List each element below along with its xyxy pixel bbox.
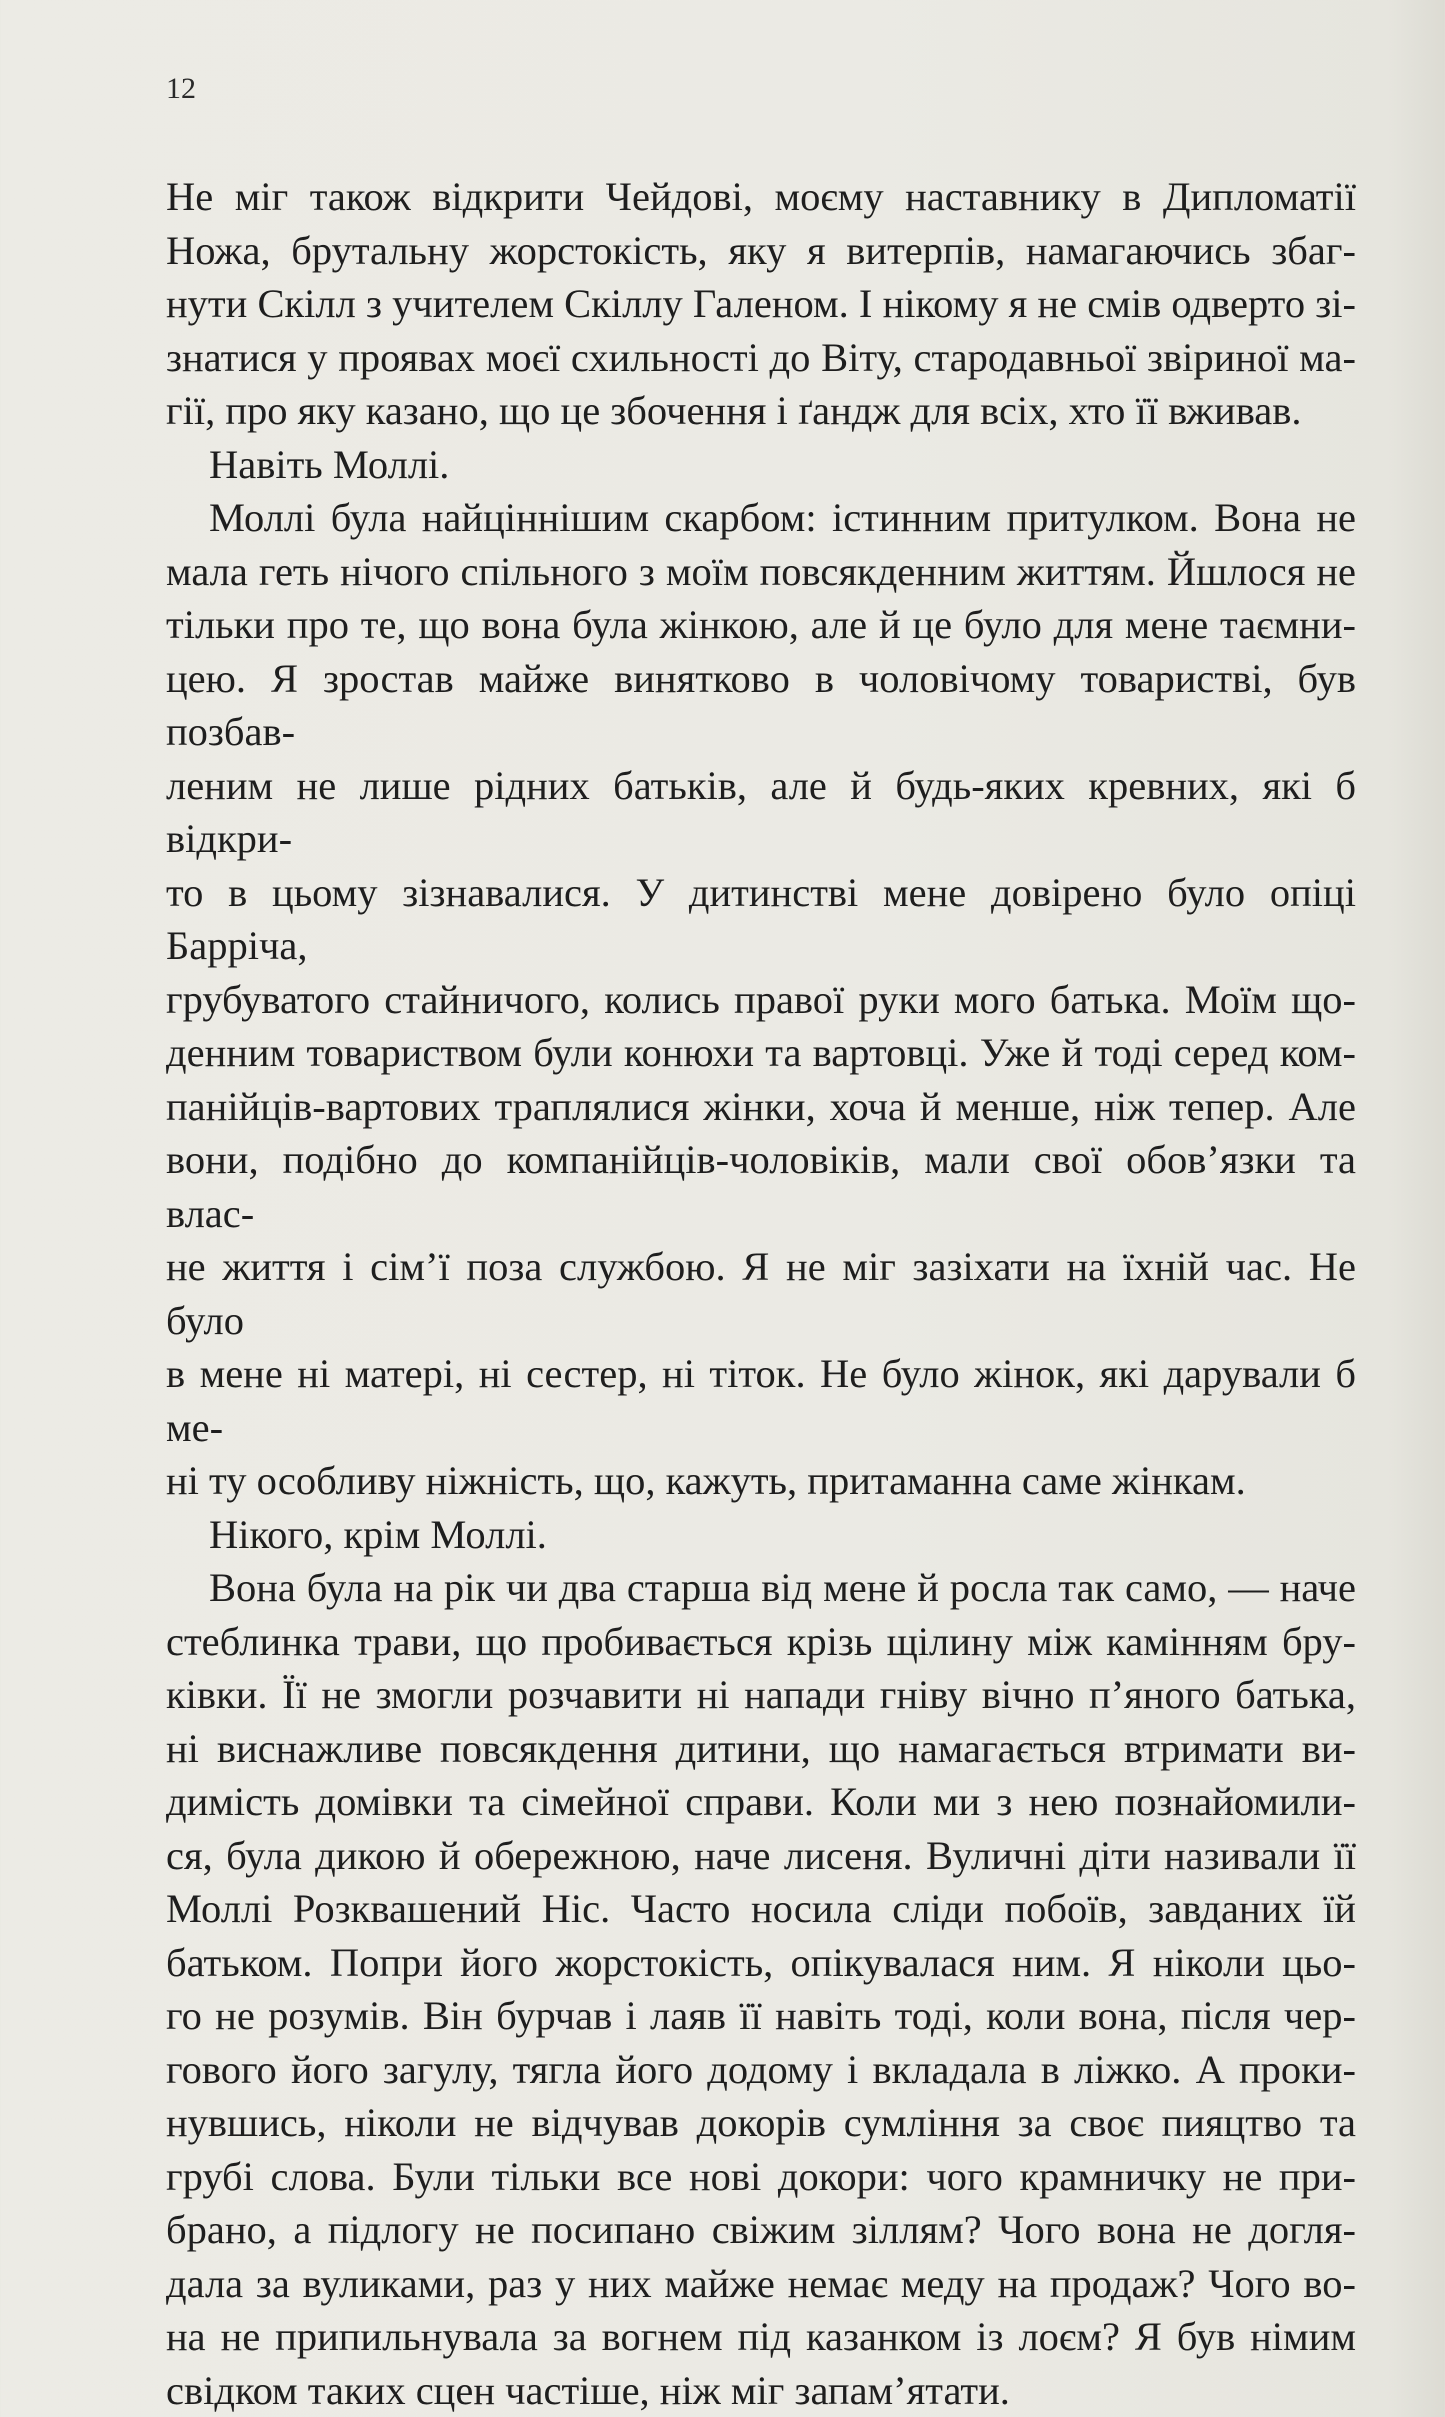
page-number: 12 xyxy=(166,72,196,106)
text-line: нувшись, ніколи не відчував докорів сумління за своє пияцтво та xyxy=(166,2096,1356,2150)
text-line: грубі слова. Були тільки все нові докори: чого крамничку не при- xyxy=(166,2150,1356,2204)
text-line: ся, була дикою й обережною, наче лисеня. Вуличні діти називали її xyxy=(166,1829,1356,1883)
text-line: то в цьому зізнавалися. У дитинстві мене довірено було опіці Барріча, xyxy=(166,866,1356,973)
text-line: цею. Я зростав майже винятково в чоловічому товаристві, був позбав- xyxy=(166,652,1356,759)
text-line: нути Скілл з учителем Скіллу Галеном. І нікому я не смів одверто зі- xyxy=(166,277,1356,331)
text-line: Вона була на рік чи два старша від мене й росла так само, — наче xyxy=(166,1561,1356,1615)
text-line: денним товариством були конюхи та вартовці. Уже й тоді серед ком- xyxy=(166,1026,1356,1080)
text-line: Не міг також відкрити Чейдові, моєму наставнику в Дипломатії xyxy=(166,170,1356,224)
text-line: дала за вуликами, раз у них майже немає меду на продаж? Чого во- xyxy=(166,2257,1356,2311)
text-line: брано, а підлогу не посипано свіжим зіллям? Чого вона не догля- xyxy=(166,2203,1356,2257)
text-line: ні ту особливу ніжність, що, кажуть, притаманна саме жінкам. xyxy=(166,1454,1356,1508)
text-line: в мене ні матері, ні сестер, ні тіток. Не було жінок, які дарували б ме- xyxy=(166,1347,1356,1454)
paragraph xyxy=(166,170,1356,438)
text-line: стеблинка трави, що пробивається крізь щілину між камінням бру- xyxy=(166,1615,1356,1669)
paragraph xyxy=(166,1561,1356,2417)
text-line: не життя і сім’ї поза службою. Я не міг зазіхати на їхній час. Не було xyxy=(166,1240,1356,1347)
paragraph xyxy=(166,1508,1356,1562)
text-line: Моллі була найціннішим скарбом: істинним притулком. Вона не xyxy=(166,491,1356,545)
text-line: гового його загулу, тягла його додому і вкладала в ліжко. А проки- xyxy=(166,2043,1356,2097)
text-line: вони, подібно до компанійців-чоловіків, мали свої обов’язки та влас- xyxy=(166,1133,1356,1240)
text-line: леним не лише рідних батьків, але й будь-яких кревних, які б відкри- xyxy=(166,759,1356,866)
text-line: го не розумів. Він бурчав і лаяв її навіть тоді, коли вона, після чер- xyxy=(166,1989,1356,2043)
text-line: на не припильнувала за вогнем під казанком із лоєм? Я був німим xyxy=(166,2310,1356,2364)
text-line: знатися у проявах моєї схильності до Віту, стародавньої звіриної ма- xyxy=(166,331,1356,385)
paragraph xyxy=(166,438,1356,492)
text-line: тільки про те, що вона була жінкою, але й це було для мене таємни- xyxy=(166,598,1356,652)
paragraph xyxy=(166,491,1356,1508)
text-line: батьком. Попри його жорстокість, опікувалася ним. Я ніколи цьо- xyxy=(166,1936,1356,1990)
text-line: ні виснажливе повсякдення дитини, що намагається втримати ви- xyxy=(166,1722,1356,1776)
body-text xyxy=(166,170,1356,2417)
text-line: Нікого, крім Моллі. xyxy=(166,1508,1356,1562)
text-line: панійців-вартових траплялися жінки, хоча й менше, ніж тепер. Але xyxy=(166,1080,1356,1134)
text-line: мала геть нічого спільного з моїм повсякденним життям. Йшлося не xyxy=(166,545,1356,599)
text-line: гії, про яку казано, що це збочення і ґандж для всіх, хто її вживав. xyxy=(166,384,1356,438)
text-line: ківки. Її не змогли розчавити ні напади гніву вічно п’яного батька, xyxy=(166,1668,1356,1722)
text-line: димість домівки та сімейної справи. Коли ми з нею познайомили- xyxy=(166,1775,1356,1829)
text-line: грубуватого стайничого, колись правої руки мого батька. Моїм що- xyxy=(166,973,1356,1027)
text-line: Моллі Розквашений Ніс. Часто носила сліди побоїв, завданих їй xyxy=(166,1882,1356,1936)
text-line: Ножа, брутальну жорстокість, яку я витерпів, намагаючись збаг- xyxy=(166,224,1356,278)
text-line: свідком таких сцен частіше, ніж міг запам’ятати. xyxy=(166,2364,1356,2417)
text-line: Навіть Моллі. xyxy=(166,438,1356,492)
